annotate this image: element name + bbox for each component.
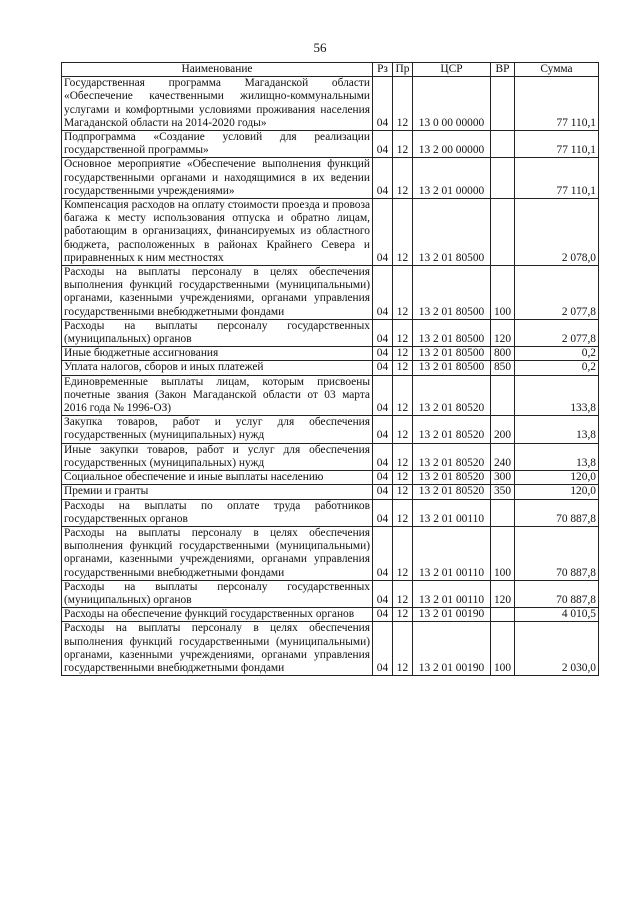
cell-sum: 120,0 xyxy=(515,471,599,485)
cell-vr: 300 xyxy=(491,471,515,485)
table-row xyxy=(62,499,599,526)
cell-name: Премии и гранты xyxy=(62,485,373,499)
cell-sum: 13,8 xyxy=(515,443,599,470)
cell-vr: 100 xyxy=(491,622,515,676)
cell-rz: 04 xyxy=(373,622,393,676)
cell-pr: 12 xyxy=(393,622,413,676)
cell-rz: 04 xyxy=(373,580,393,607)
cell-csr: 13 2 01 00000 xyxy=(413,158,491,199)
cell-vr xyxy=(491,131,515,158)
cell-vr: 120 xyxy=(491,319,515,346)
cell-csr: 13 0 00 00000 xyxy=(413,77,491,131)
cell-sum: 2 077,8 xyxy=(515,319,599,346)
cell-pr: 12 xyxy=(393,608,413,622)
cell-pr: 12 xyxy=(393,319,413,346)
cell-vr xyxy=(491,375,515,416)
cell-name: Компенсация расходов на оплату стоимости проезда и провоза багажа к месту использования отпуска и обратно лицам, работающим в организациях, финансируемых из областного бюджета, расположенных в районах Крайнего Севера и приравненных к ним местностях xyxy=(62,199,373,266)
cell-vr: 240 xyxy=(491,443,515,470)
header-rz: Рз xyxy=(373,63,393,77)
cell-vr: 800 xyxy=(491,347,515,361)
table-row xyxy=(62,199,599,266)
cell-vr xyxy=(491,499,515,526)
cell-sum: 0,2 xyxy=(515,347,599,361)
cell-vr: 200 xyxy=(491,416,515,443)
cell-rz: 04 xyxy=(373,375,393,416)
cell-pr: 12 xyxy=(393,131,413,158)
cell-pr: 12 xyxy=(393,77,413,131)
cell-sum: 77 110,1 xyxy=(515,158,599,199)
cell-sum: 70 887,8 xyxy=(515,499,599,526)
table-header-row xyxy=(62,63,599,77)
cell-name: Расходы на выплаты персоналу государственных (муниципальных) органов xyxy=(62,319,373,346)
table-row xyxy=(62,485,599,499)
cell-rz: 04 xyxy=(373,361,393,375)
cell-name: Расходы на выплаты персоналу в целях обеспечения выполнения функций государственными (муниципальными) органами, казенными учреждениями, органами управления государственными внебюджетными фондами xyxy=(62,266,373,320)
cell-csr: 13 2 00 00000 xyxy=(413,131,491,158)
cell-vr xyxy=(491,158,515,199)
cell-sum: 2 078,0 xyxy=(515,199,599,266)
cell-rz: 04 xyxy=(373,416,393,443)
table-row xyxy=(62,526,599,580)
cell-csr: 13 2 01 80500 xyxy=(413,266,491,320)
table-row xyxy=(62,608,599,622)
cell-csr: 13 2 01 00110 xyxy=(413,580,491,607)
table-row xyxy=(62,347,599,361)
cell-sum: 77 110,1 xyxy=(515,131,599,158)
cell-pr: 12 xyxy=(393,499,413,526)
cell-rz: 04 xyxy=(373,158,393,199)
cell-pr: 12 xyxy=(393,471,413,485)
header-csr: ЦСР xyxy=(413,63,491,77)
cell-csr: 13 2 01 00110 xyxy=(413,526,491,580)
cell-sum: 133,8 xyxy=(515,375,599,416)
cell-sum: 4 010,5 xyxy=(515,608,599,622)
cell-name: Расходы на выплаты персоналу в целях обеспечения выполнения функций государственными (муниципальными) органами, казенными учреждениями, органами управления государственными внебюджетными фондами xyxy=(62,526,373,580)
cell-rz: 04 xyxy=(373,199,393,266)
cell-rz: 04 xyxy=(373,443,393,470)
cell-vr: 100 xyxy=(491,266,515,320)
page-number: 56 xyxy=(313,40,327,55)
cell-rz: 04 xyxy=(373,608,393,622)
header-vr: ВР xyxy=(491,63,515,77)
cell-vr: 100 xyxy=(491,526,515,580)
cell-rz: 04 xyxy=(373,526,393,580)
table-row xyxy=(62,319,599,346)
cell-csr: 13 2 01 80520 xyxy=(413,485,491,499)
cell-pr: 12 xyxy=(393,375,413,416)
cell-sum: 77 110,1 xyxy=(515,77,599,131)
cell-pr: 12 xyxy=(393,158,413,199)
cell-csr: 13 2 01 80500 xyxy=(413,361,491,375)
table-row xyxy=(62,580,599,607)
cell-sum: 70 887,8 xyxy=(515,580,599,607)
cell-pr: 12 xyxy=(393,485,413,499)
cell-pr: 12 xyxy=(393,580,413,607)
cell-csr: 13 2 01 80520 xyxy=(413,443,491,470)
cell-name: Подпрограмма «Создание условий для реализации государственной программы» xyxy=(62,131,373,158)
cell-pr: 12 xyxy=(393,443,413,470)
cell-csr: 13 2 01 00190 xyxy=(413,608,491,622)
cell-pr: 12 xyxy=(393,416,413,443)
table-row xyxy=(62,375,599,416)
cell-name: Иные бюджетные ассигнования xyxy=(62,347,373,361)
cell-vr xyxy=(491,608,515,622)
cell-name: Уплата налогов, сборов и иных платежей xyxy=(62,361,373,375)
cell-pr: 12 xyxy=(393,199,413,266)
cell-vr: 850 xyxy=(491,361,515,375)
cell-rz: 04 xyxy=(373,266,393,320)
cell-sum: 0,2 xyxy=(515,361,599,375)
budget-table xyxy=(61,62,599,676)
cell-rz: 04 xyxy=(373,77,393,131)
cell-name: Расходы на выплаты по оплате труда работников государственных органов xyxy=(62,499,373,526)
header-pr: Пр xyxy=(393,63,413,77)
cell-name: Основное мероприятие «Обеспечение выполнения функций государственными органами и находящимися в их ведении государственными учреждениями» xyxy=(62,158,373,199)
cell-name: Закупка товаров, работ и услуг для обеспечения государственных (муниципальных) нужд xyxy=(62,416,373,443)
cell-name: Иные закупки товаров, работ и услуг для обеспечения государственных (муниципальных) нужд xyxy=(62,443,373,470)
cell-name: Социальное обеспечение и иные выплаты населению xyxy=(62,471,373,485)
cell-pr: 12 xyxy=(393,347,413,361)
cell-vr: 120 xyxy=(491,580,515,607)
cell-rz: 04 xyxy=(373,471,393,485)
cell-rz: 04 xyxy=(373,347,393,361)
cell-csr: 13 2 01 80520 xyxy=(413,375,491,416)
cell-pr: 12 xyxy=(393,526,413,580)
cell-rz: 04 xyxy=(373,485,393,499)
cell-rz: 04 xyxy=(373,499,393,526)
cell-csr: 13 2 01 80520 xyxy=(413,471,491,485)
table-row xyxy=(62,77,599,131)
cell-name: Расходы на выплаты персоналу в целях обеспечения выполнения функций государственными (муниципальными) органами, казенными учреждениями, органами управления государственными внебюджетными фондами xyxy=(62,622,373,676)
cell-vr xyxy=(491,77,515,131)
cell-pr: 12 xyxy=(393,266,413,320)
header-sum: Сумма xyxy=(515,63,599,77)
table-row xyxy=(62,361,599,375)
cell-sum: 2 077,8 xyxy=(515,266,599,320)
cell-vr xyxy=(491,199,515,266)
cell-csr: 13 2 01 80500 xyxy=(413,199,491,266)
cell-name: Государственная программа Магаданской области «Обеспечение качественными жилищно-коммунальными услугами и комфортными условиями проживания населения Магаданской области на 2014-2020 годы» xyxy=(62,77,373,131)
cell-csr: 13 2 01 80520 xyxy=(413,416,491,443)
header-name: Наименование xyxy=(62,63,373,77)
cell-csr: 13 2 01 80500 xyxy=(413,319,491,346)
cell-sum: 120,0 xyxy=(515,485,599,499)
cell-name: Расходы на обеспечение функций государственных органов xyxy=(62,608,373,622)
cell-sum: 2 030,0 xyxy=(515,622,599,676)
table-row xyxy=(62,416,599,443)
cell-name: Единовременные выплаты лицам, которым присвоены почетные звания (Закон Магаданской области от 03 марта 2016 года № 1996-ОЗ) xyxy=(62,375,373,416)
table-row xyxy=(62,158,599,199)
cell-csr: 13 2 01 00110 xyxy=(413,499,491,526)
cell-vr: 350 xyxy=(491,485,515,499)
cell-csr: 13 2 01 00190 xyxy=(413,622,491,676)
cell-rz: 04 xyxy=(373,131,393,158)
cell-sum: 70 887,8 xyxy=(515,526,599,580)
cell-name: Расходы на выплаты персоналу государственных (муниципальных) органов xyxy=(62,580,373,607)
cell-csr: 13 2 01 80500 xyxy=(413,347,491,361)
table-row xyxy=(62,266,599,320)
cell-pr: 12 xyxy=(393,361,413,375)
table-row xyxy=(62,443,599,470)
cell-rz: 04 xyxy=(373,319,393,346)
table-row xyxy=(62,131,599,158)
table-row xyxy=(62,622,599,676)
table-row xyxy=(62,471,599,485)
cell-sum: 13,8 xyxy=(515,416,599,443)
